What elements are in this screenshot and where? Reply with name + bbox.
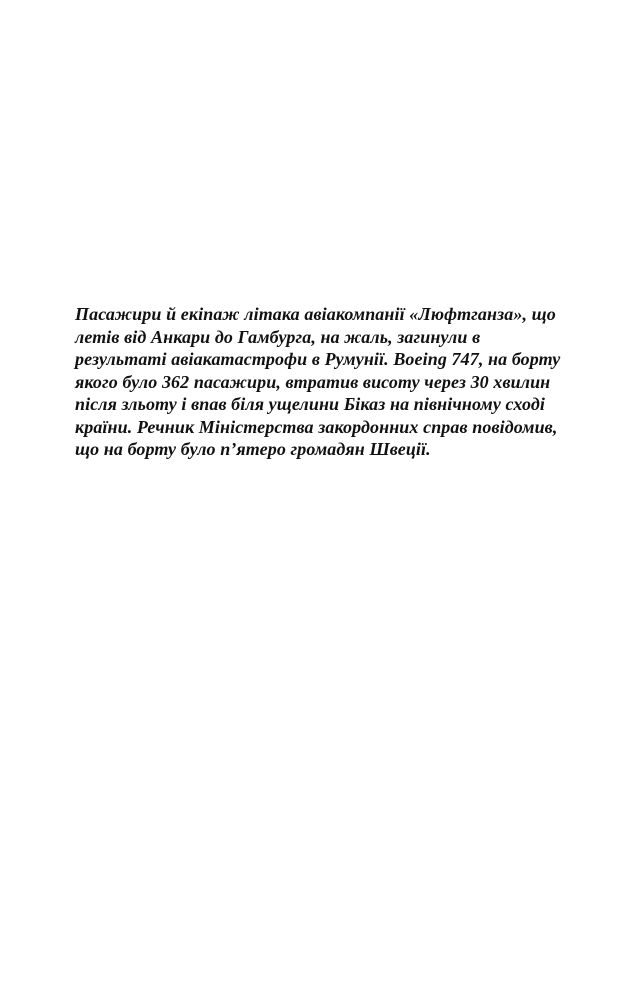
news-paragraph: Пасажири й екіпаж літака авіакомпанії «Люфтганза», що летів від Анкари до Гамбурга, на жаль, загинули в результаті авіакатастрофи в Румунії. Boeing 747, на борту якого було 362 пасажири, втратив висоту через 30 хвилин після зльоту і впав біля ущелини Біказ на північному сході країни. Речник Міністерства закордонних справ повідомив, що на борту було п’ятеро громадян Швеції. (75, 304, 561, 459)
